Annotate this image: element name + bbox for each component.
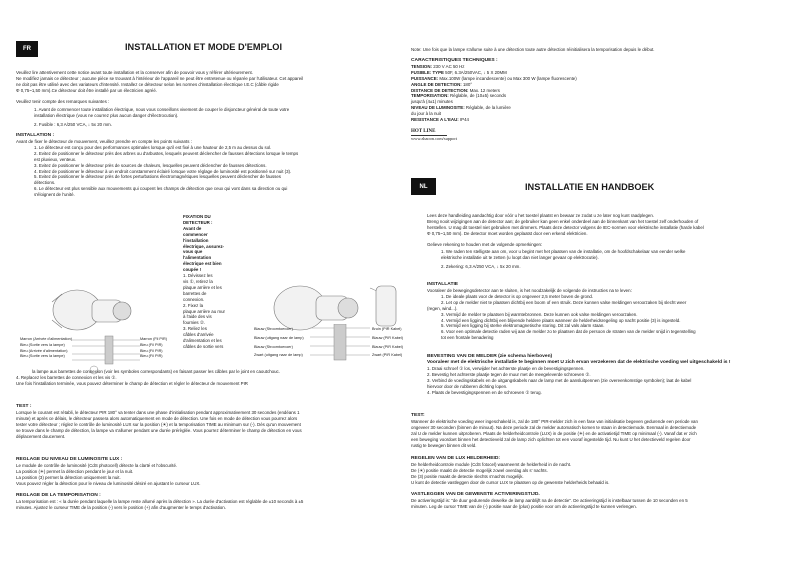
wire-label: Blauw (PIR Kabel)	[372, 335, 404, 340]
text-line: Vooraleer de bewegingsdetector aan te sluiten, is het noodzakelijk de volgende de instructies na te leven:	[427, 288, 632, 293]
wire-label: Bruin (PIR Kabel)	[372, 327, 402, 331]
wire-label: Bleu (Arrivée d'alimentation)	[20, 348, 68, 353]
specs-block	[411, 47, 654, 142]
list-item: 4. Vermijd een ligging dichtbij een blijvende heldere plaats wanneer de helderheidsregeling op nacht positie (3) is ingesteld.	[441, 317, 681, 323]
list-item: 3. Vermijd de melder te plaatsen bij warmtebronnen. Deze kunnen ook valse meldingen veroorzaken.	[441, 311, 638, 317]
spec-key: TENSION:	[411, 63, 432, 69]
mounting-diagram-fr	[22, 272, 182, 382]
list-item: hiervoor door de rubberen dichting lopen.	[427, 383, 508, 389]
list-item: 1. Draai schroef ① los, verwijder het achterste plaatje en de bevestigingspennen.	[427, 366, 585, 371]
wire-label: Blauw (PIR Kabel)	[372, 344, 404, 349]
text-line: La position (3) permet la détection uniquement la nuit.	[16, 474, 121, 480]
remark-item: 2. Fusible : 6,3 A/250 VCA, ↓ 5x 20 mm.	[34, 121, 112, 127]
text-line: zal U de melder kunnen uitproberen. Plaats de helderheidcontrole (LUX) in de positie (☀) en de activatietijd TIME op minimaal (-). Vanaf dat er zich	[411, 430, 697, 436]
fixation-warning: électrique est bien	[183, 261, 222, 267]
spec-value: jusqu'à (4±1) minutes	[411, 99, 453, 105]
list-item: 2. Bevestig het achterste plaatje tegen de muur met de meegeleverde schroeven ②.	[427, 371, 591, 377]
fixation-heading: DETECTEUR :	[183, 219, 213, 225]
wall-bracket	[376, 286, 396, 326]
wire-labels-fr-left	[20, 337, 72, 360]
list-item: 5. Evitez de positionner le détecteur près de fortes perturbations électromagnétiques lesquelles peuvent déclencher de fausses	[34, 174, 282, 180]
spec-key: ANGLE DE DETECTION:	[411, 81, 462, 87]
remark-item: 1. We raden ten stelligste aan om, voor u begint met het plaatsen van de installatie, om de hoofdschakelaar van eender welke	[441, 248, 686, 254]
text-line: rustig te bewegen binnen dit veld.	[411, 442, 477, 448]
spec-key: TEMPORISATION:	[411, 93, 449, 99]
fixation-step: plaque arrière et les	[183, 284, 222, 290]
text-line: Breng nooit wijzigingen aan de detector aan; de gebruiker kan geen enkel onderdeel aan de binnenkant van het toestel zelf onderhouden of	[427, 218, 699, 224]
spec-key: PUISSANCE:	[411, 75, 439, 81]
fixation-step: connexion.	[183, 296, 205, 302]
text-line: herstellen. U mag dit toestel niet gebruiken met dimmers. Plaats deze detector volgens de IEC-normen voor elektrische installatie (harde kabel	[427, 224, 704, 230]
language-badge-label: FR	[23, 46, 31, 52]
spec-key: NIVEAU DE LUMINOSITE:	[411, 105, 465, 111]
list-item: 6. Le détecteur est plus sensible aux mouvements qui coupent les champs de détection que ceux qui vont dans sa direction ou qui	[34, 186, 288, 192]
list-item: s'éloignent de l'unité.	[34, 192, 75, 198]
list-item: détections.	[34, 180, 56, 186]
page-title-fr: INSTALLATION ET MODE D'EMPLOI	[125, 42, 283, 52]
text-line: Lees deze handleiding aandachtig door vóór u het toestel plaatst en bewaar ze zodat u ze later nog kunt raadplegen.	[427, 213, 655, 218]
text-line: De (☀) positie maakt de detectie mogelijk zowel overdag als s' nachts.	[411, 467, 548, 473]
list-item: 4. Plaats de bevestigingspennen en de schroeven ① terug.	[427, 389, 542, 395]
fixation-step: à l'aide des vis	[183, 314, 212, 320]
text-line: ne doit pas être utilisé avec des variateurs d'intensité. Installez ce détecteur selon les normes d'installation électrique I.E.C (câble rigide	[16, 81, 279, 87]
terminal-block	[105, 336, 113, 364]
section-heading: REGLAGE DU NIVEAU DE LUMINOSITE LUX :	[16, 457, 123, 462]
wire-label: Blauw (uitgang naar de lamp)	[254, 335, 304, 340]
wire-label: Blauw (Stroomtoevoer)	[254, 344, 293, 349]
fixation-step: 2. Fixez la	[183, 302, 204, 308]
wire-label: Bleu (Fil PIR)	[140, 342, 163, 347]
intro-paragraph-fr	[16, 70, 303, 94]
language-badge-label: NL	[419, 183, 428, 190]
list-item: tot een frontale benadering	[441, 335, 494, 341]
text-line: déplacement doucement.	[16, 433, 66, 439]
spec-value: Max.100W (lampe incandescente) ou Max 300 W (lampe fluorescente)	[438, 75, 577, 81]
remarks-fr	[16, 99, 289, 128]
fixation-step: 3. Reliez les	[183, 326, 207, 332]
list-item: 2. Evitez de positionner le détecteur près des arbres ou d'arbustes, lesquels peuvent déclencher de fausses détections lorsque le temps	[34, 150, 299, 156]
fixation-warning: commencer	[183, 231, 208, 237]
text-line: Le module de contrôle de luminosité (CdS photocell) détecte la clarté et l'obscurité.	[16, 463, 178, 468]
list-item: 3. Evitez de positionner le détecteur près de sources de chaleurs, lesquelles peuvent déclencher de fausses détections.	[34, 162, 267, 168]
hotline-label: HOT LINE	[411, 128, 436, 134]
list-item: 6. Voor een optimale detectie raden wij aan de melder zo te plaatsen dat de persoon de straten van de melder snijd in tegenstelling	[441, 329, 696, 335]
wire-labels-nl-right	[372, 325, 403, 360]
note-text: Note: Une fois que la lampe s'allume suite à une détection toute autre détection réinitialisera la temporisation depuis le début.	[411, 47, 655, 52]
fixation-warning: vous que	[183, 249, 203, 255]
fixation-step: câbles de sortie vers	[183, 343, 224, 349]
text-line: 4. Replacez les barrettes de connexion et les vis ①.	[16, 374, 117, 380]
remarks-title: Gelieve rekening te houden met de volgende opmerkingen:	[427, 242, 543, 247]
test-section-fr	[16, 404, 302, 440]
list-item: (regen, wind...).	[427, 305, 458, 311]
wire-label: Bleu (Fil PIR)	[140, 354, 163, 359]
text-line: La temporisation est : « la durée pendant laquelle la lampe reste allumé après la détection ». La durée d'activation est réglable de ±10 seconds à ±5	[16, 499, 304, 504]
fixation-warning: coupée !	[183, 267, 202, 273]
spec-value: du jour à la nuit	[411, 111, 442, 117]
section-heading: TEST:	[411, 413, 425, 418]
wiring-section-nl	[427, 354, 731, 396]
list-item: 1. De ideale plaats voor de detector is op ongeveer 2,5 meter boven de grond.	[441, 293, 594, 299]
spec-key: RESISTANCE A L'EAU:	[411, 117, 459, 123]
text-line: De (3) positie maakt de detectie slechts s'nachts mogelijk.	[411, 473, 524, 479]
text-line: Vous pouvez régler la détection pour le niveau de luminosité désiré en ajustant le curseur LUX.	[16, 480, 201, 486]
list-item: 2. Let op de melder niet te plaatsen dichtbij een boom of een struik. Deze kunnen valse meldingen veroorzaken bij slecht weer	[441, 299, 687, 305]
time-section-fr	[16, 493, 303, 511]
lux-section-fr	[16, 457, 201, 487]
list-item: 3. Verbind de voedingskabels en de uitgangskabels naar de lamp met de aansluitpennen (zie overeenkomstige symbolen); laat de kabel	[427, 377, 692, 383]
spec-value: 180°	[461, 81, 473, 87]
terminal-block	[334, 324, 346, 360]
wire-label: Bleu (Sortie vers la lampe)	[20, 354, 65, 359]
spec-value: Réglable, de (10±5) seconds	[448, 93, 507, 99]
fixation-warning: l'alimentation	[183, 255, 212, 261]
language-badge-fr	[16, 41, 38, 57]
remark-item: installation électrique (vous ne courrez plus aucun danger d'électrocution).	[34, 112, 179, 118]
fixation-step: fournies ②.	[183, 320, 205, 326]
list-item: 4. Evitez de positionner le détecteur à un endroit constamment éclairé lorsque votre réglage de luminosité est positionné sur nuit (3).	[34, 168, 292, 174]
spec-key: FUSIBLE: TYPE	[411, 69, 444, 75]
section-heading: REGLAGE DE LA TEMPORISATION :	[16, 493, 101, 498]
wire-label: Marron (Arrivée d'alimentation)	[20, 337, 73, 341]
wire-label: Bleu (Fil PIR)	[140, 348, 163, 353]
warning-text: Vooraleer met de elektrische installatie te beginnen moet U zich ervan verzekeren dat de elektrische voeding wel uitgeschakeld is !	[427, 360, 731, 365]
wire-label: Bleu (Sortie vers la lampe)	[20, 342, 65, 347]
intro-paragraph-nl	[427, 213, 704, 237]
text-line: Wanneer de elektrische voeding weer ingeschakeld is, zal de 180° PIR-melder zich in een fase van initialisatie begeven gedurende een periode van	[411, 419, 698, 424]
text-line: Φ 0,75~1,50 mm).Ce détecteur doit être installé par un électricien agréé.	[16, 87, 158, 93]
remark-item: 2. Zekering: 6,3 A/250 VCA, ↓ 5x 20 mm.	[441, 263, 521, 269]
spec-value: Max. 12 meters	[468, 87, 500, 93]
spec-key: DISTANCE DE DETECTION:	[411, 87, 469, 93]
section-heading: INSTALLATION :	[16, 133, 55, 138]
time-section-nl	[411, 492, 688, 510]
text-line: La position (☀) permet la détection pendant le jour et la nuit.	[16, 468, 134, 474]
fixation-step: 1. Dévissez les	[183, 273, 213, 279]
wire-label: Marron (Fil PIR)	[140, 337, 168, 341]
section-heading: REGELEN VAN DE LUX HELDERHEID:	[411, 456, 501, 461]
text-line: Avant de fixer le détecteur de mouvement, veuillez prendre en compte les points suivants :	[16, 139, 192, 144]
fixation-step: vis ①, retirez la	[183, 278, 213, 284]
text-line: minute) et après ce délais, le détecteur passera alors automatiquement en mode de détection. Une fois en mode de détection vous pourrez alors	[16, 415, 298, 421]
fixation-warning: Avant de	[183, 225, 202, 231]
remark-item: 1. Avant de commencer toute installation électrique, nous vous conseillons vivement de couper le disjoncteur général de toute votre	[34, 106, 290, 112]
hotline-link[interactable]: www.zhaoon.com/support	[411, 135, 458, 141]
text-line: Ne modifiez jamais ce détecteur ; aucune pièce se trouvant à l'intérieur de l'appareil ne peut être entretenue ou réparée par l'utilisateur. Cet appareil	[16, 75, 304, 81]
text-line: Une fois l'installation terminée, vous pouvez déterminer le champ de détection et régler le détecteur de mouvement PIR	[16, 380, 248, 386]
spec-value: IP44	[458, 117, 469, 123]
remarks-title: Veuillez tenir compte des remarques suivantes :	[16, 99, 110, 104]
text-line: Φ 0,75~1,50 mm). De detector moet worden geplaatst door een erkend elektricien.	[427, 230, 588, 236]
detector-lens	[338, 298, 358, 318]
installation-section-nl	[427, 282, 696, 341]
text-line: De activeringstijd is: "de duur gedurende dewelke de lamp aanblijft na de detectie". De activeringstijd is instelbaar tussen de 10 seconden en 5	[411, 498, 688, 503]
fixation-warning: l'installation	[183, 237, 209, 243]
wire-label: Blauw (Stroomtoevoer)	[254, 327, 293, 331]
text-line: tester votre détecteur ; réglez le contrôle de luminosité LUX sur la position (☀) et la temporisation TIME au minimum sur (-). Dès qu'un mouvement	[16, 421, 301, 427]
spec-value: 50F, 6.3A/250VAC, ↓ 5 X 20MM	[443, 69, 507, 75]
test-section-nl	[411, 413, 698, 449]
specs-heading: CARACTERISTIQUES TECHNIQUES :	[411, 57, 498, 63]
wire-labels-fr-right	[140, 337, 167, 360]
page-title-nl: INSTALLATIE EN HANDBOEK	[525, 182, 655, 192]
remark-item: elektrische installatie uit te zetten (u loopt dan niet langer gevaar op elektrocutie).	[441, 254, 599, 260]
fixation-step: d'alimentation et les	[183, 338, 222, 344]
text-line: ongeveer 30 seconden (binnen de minuut). Na deze periode zal de melder automatisch komen te staan in detectiemode. Eenmaal in detectiemode	[411, 424, 697, 430]
fixation-step: barrettes de	[183, 290, 207, 296]
remarks-nl	[427, 242, 685, 270]
section-heading: BEVESTING VAN DE MELDER (zie schema hierboven)	[427, 354, 553, 359]
lux-section-nl	[411, 456, 609, 486]
detector-lens	[113, 302, 131, 320]
text-line: Veuillez lire attentivement cette notice avant toute installation et la conserver afin de pouvoir vous y référer ultérieurement.	[16, 70, 253, 75]
installation-finish-fr	[16, 369, 280, 387]
spec-value: Réglable, de la lumière	[464, 105, 511, 111]
language-badge-nl	[411, 178, 436, 195]
text-line: Lorsque le courant est rétabli, le détecteur PIR 180° va tenter dans une phase d'initialisation pendant approximativement 30 secondes (endéans 1	[16, 410, 300, 415]
list-item: 1. Le détecteur est conçu pour des performances optimales lorsque qu'il est fixé à une hauteur de 2,5 m au dessus du sol.	[34, 144, 272, 150]
fixation-text-fr	[183, 214, 241, 350]
section-heading: TEST :	[16, 404, 32, 409]
list-item: est pluvieux, venteux.	[34, 156, 77, 162]
section-heading: INSTALLATIE	[427, 282, 459, 287]
list-item: 5. Vermijd een ligging bij sterke elektromagnetische storing. Dit zal vals alarm staan.	[441, 323, 605, 329]
fixation-step: plaque arrière au mur	[183, 308, 225, 314]
wire-labels-nl-left	[254, 325, 304, 360]
text-line: U kunt de detectie vastleggen door de cursor LUX te plaatsen op de gewenste helderheids behaald is.	[411, 479, 610, 485]
text-line: la lampe aux barrettes de connexion (voir les symboles correspondants) en faisant passer les câbles par le joint en caoutchouc.	[32, 369, 280, 374]
text-line: se trouve dans le champ de détection, la lampe va s'allumer pendant une durée prérèglée. Vous pourrez déterminer le champ de détection en vous	[16, 427, 302, 433]
installation-section-fr	[16, 133, 298, 198]
text-line: een beweging voordoet binnen het detectieveld zal de lamp zich oplichten tot een vooraf ingestelde tijd. Nu kunt U het detectieveld regelen door	[411, 436, 691, 442]
terminal-diagram-nl	[310, 324, 370, 364]
fixation-heading: FIXATION DU	[183, 214, 211, 219]
fixation-step: câbles d'arrivée	[183, 332, 214, 338]
wire-label: Zwart (PIR Kabel)	[372, 353, 403, 358]
text-line: De helderheidcontrole module (CdS fotocel) waarneemt de helderheid in de nacht.	[411, 462, 572, 467]
text-line: minuten. Leg de cursor TIME van de (-) positie naar de (plus) positie voor om de activeringstijd te kunnen verlengen.	[411, 503, 637, 509]
wire-label: Zwart (uitgang naar de lamp)	[254, 353, 303, 358]
section-heading: VASTLEGGEN VAN DE GEWENSTE ACTIVERINGSTIJD.	[411, 492, 540, 497]
text-line: minutes. Ajustez le curseur TIME de la position (-) vers le position (+) afin d'augmenter le temps d'activation.	[16, 504, 226, 510]
spec-value: 230 V AC 50 Hz	[431, 63, 465, 69]
fixation-warning: électrique, assurez-	[183, 243, 224, 249]
